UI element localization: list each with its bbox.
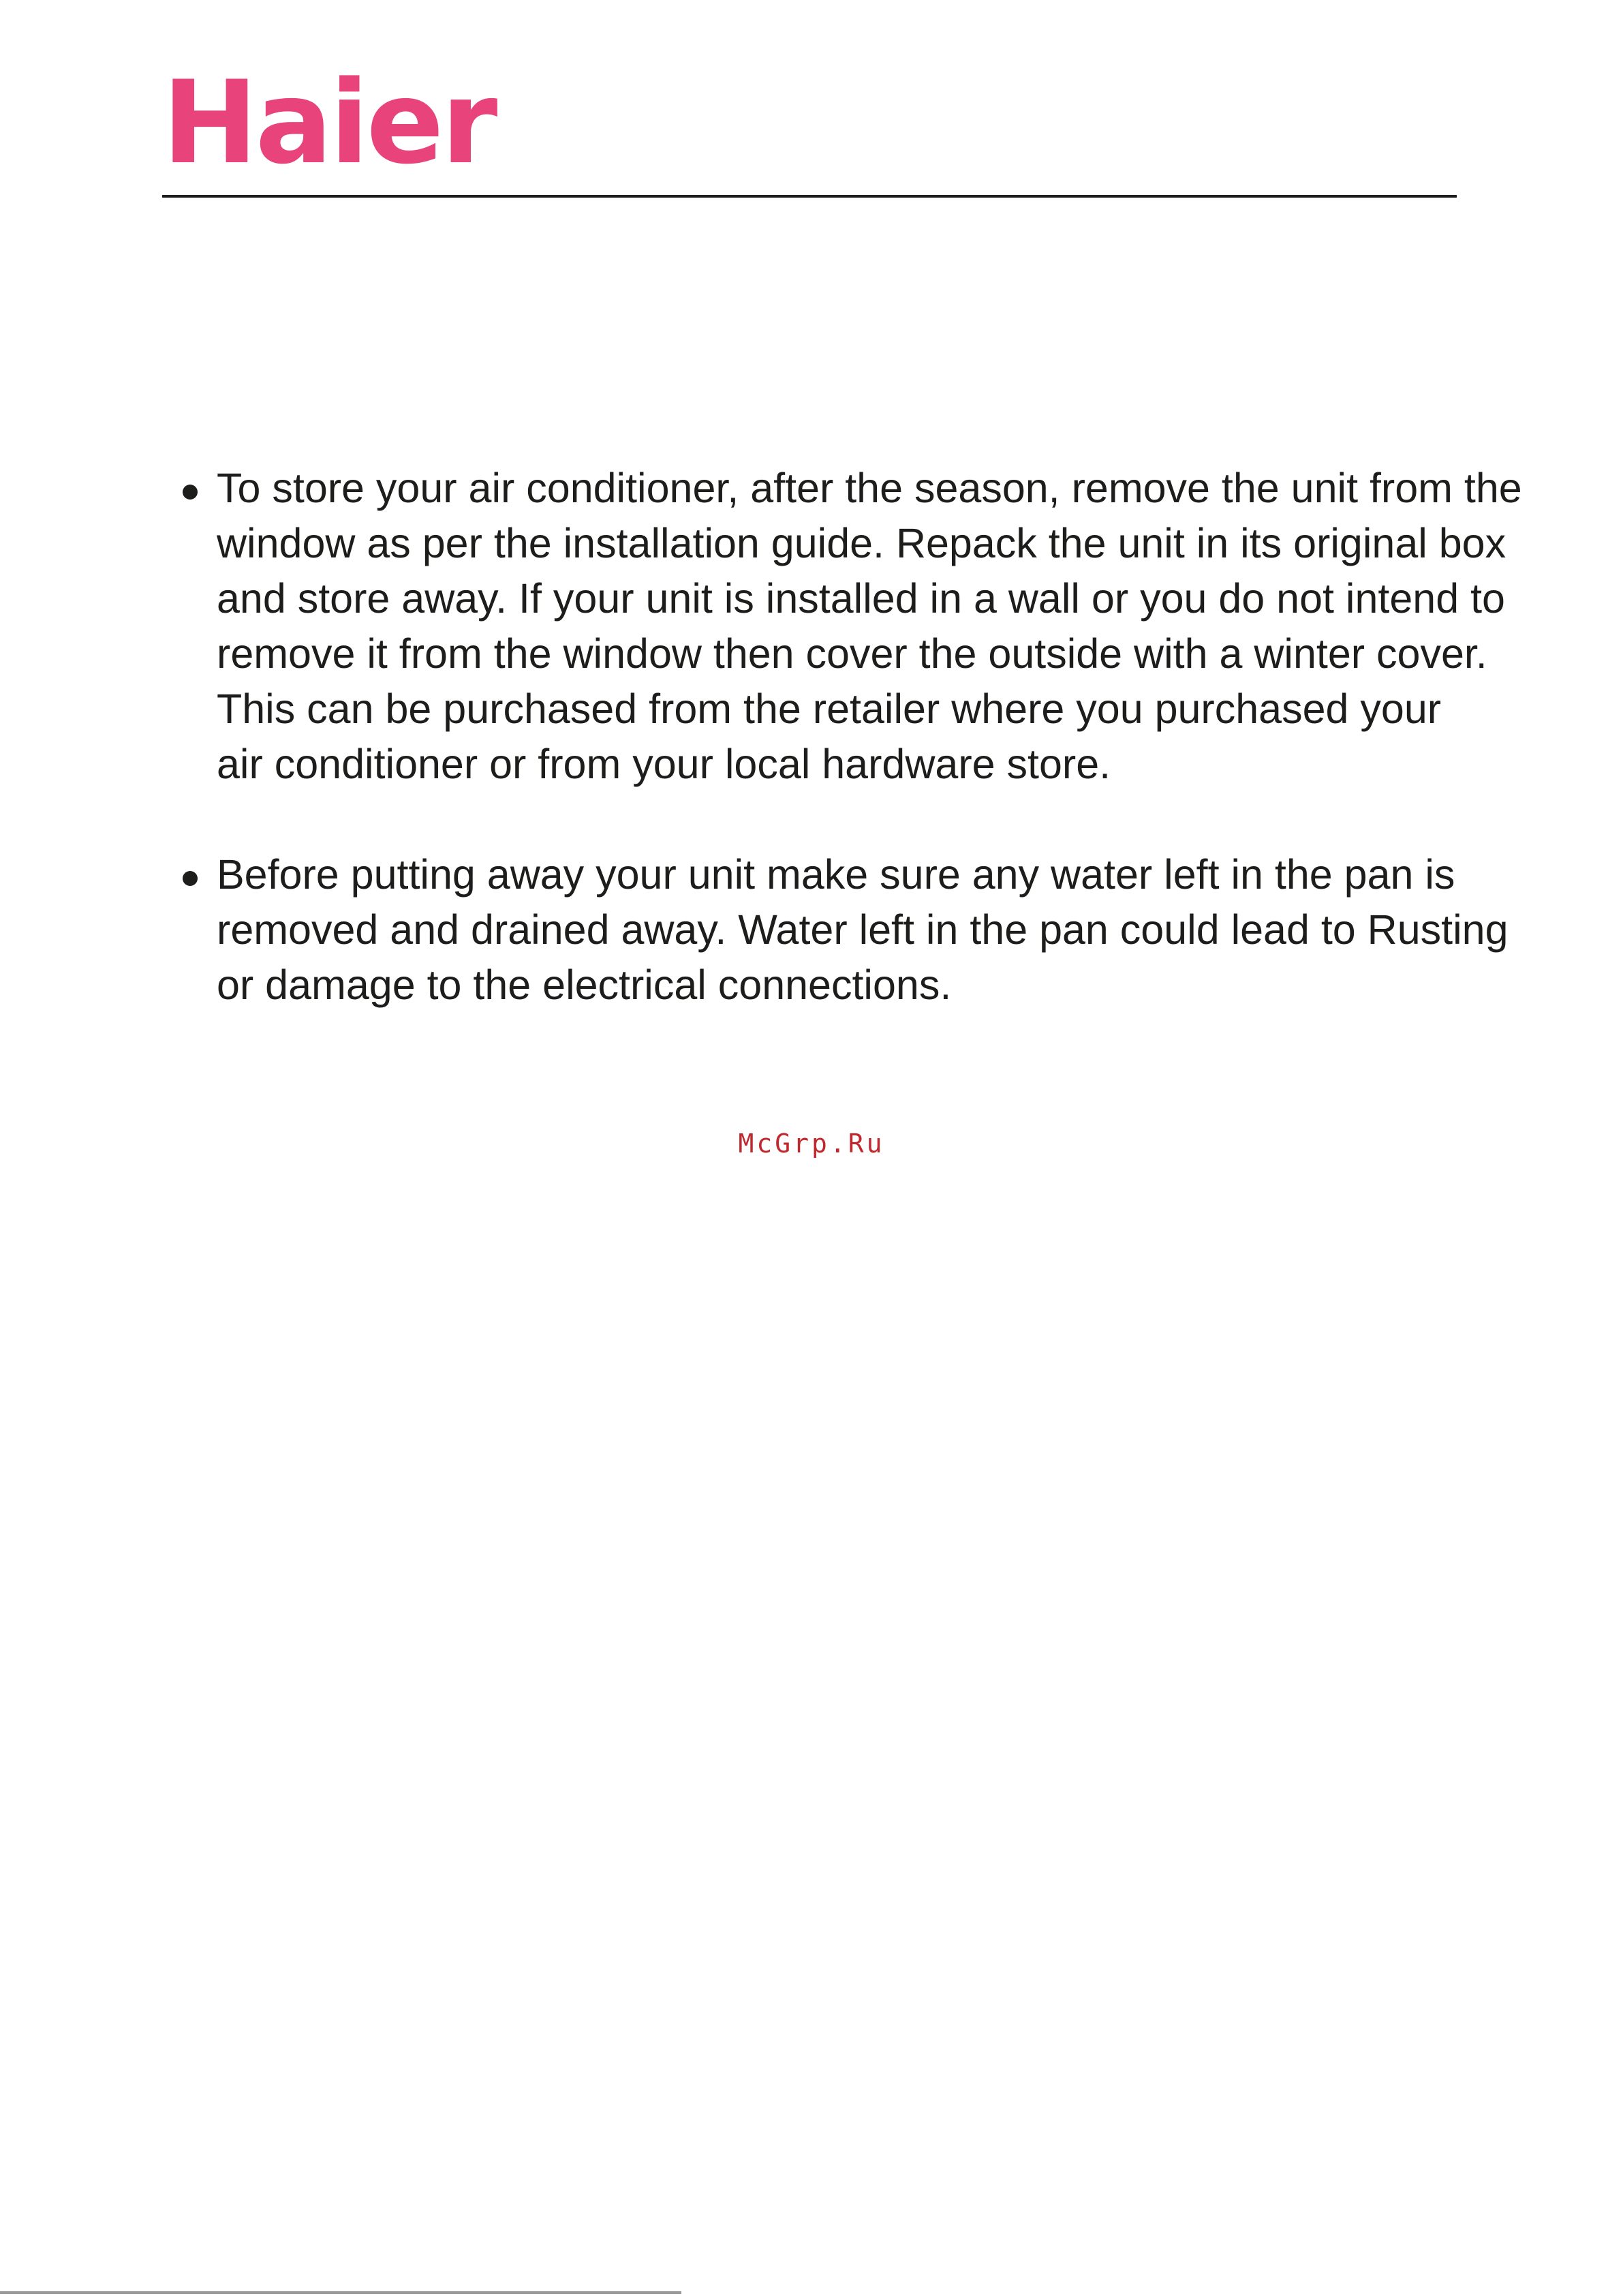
header-divider <box>162 195 1457 198</box>
paragraph-line: To store your air conditioner, after the season, remove the unit from the <box>217 465 1522 511</box>
paragraph-line: This can be purchased from the retailer where you purchased your <box>217 686 1442 732</box>
paragraph-line: remove it from the window then cover the outside with a winter cover. <box>217 630 1487 677</box>
list-item <box>183 461 1522 792</box>
footer-divider <box>0 2291 681 2294</box>
paragraph-line: or damage to the electrical connections. <box>217 962 952 1008</box>
paragraph-line: air conditioner or from your local hardware store. <box>217 741 1111 787</box>
paragraph-line: window as per the installation guide. Repack the unit in its original box <box>217 520 1506 566</box>
paragraph-line: removed and drained away. Water left in the pan could lead to Rusting <box>217 906 1509 953</box>
paragraph-line: and store away. If your unit is installed in a wall or you do not intend to <box>217 575 1505 622</box>
bullet-icon <box>183 871 198 886</box>
list-item <box>183 847 1509 1013</box>
paragraph-line: Before putting away your unit make sure any water left in the pan is <box>217 851 1455 898</box>
haier-logo: Haier <box>162 56 495 189</box>
watermark-link[interactable]: McGrp.Ru <box>738 1129 885 1159</box>
bullet-icon <box>183 485 198 500</box>
storage-instructions-list <box>183 461 1522 1068</box>
